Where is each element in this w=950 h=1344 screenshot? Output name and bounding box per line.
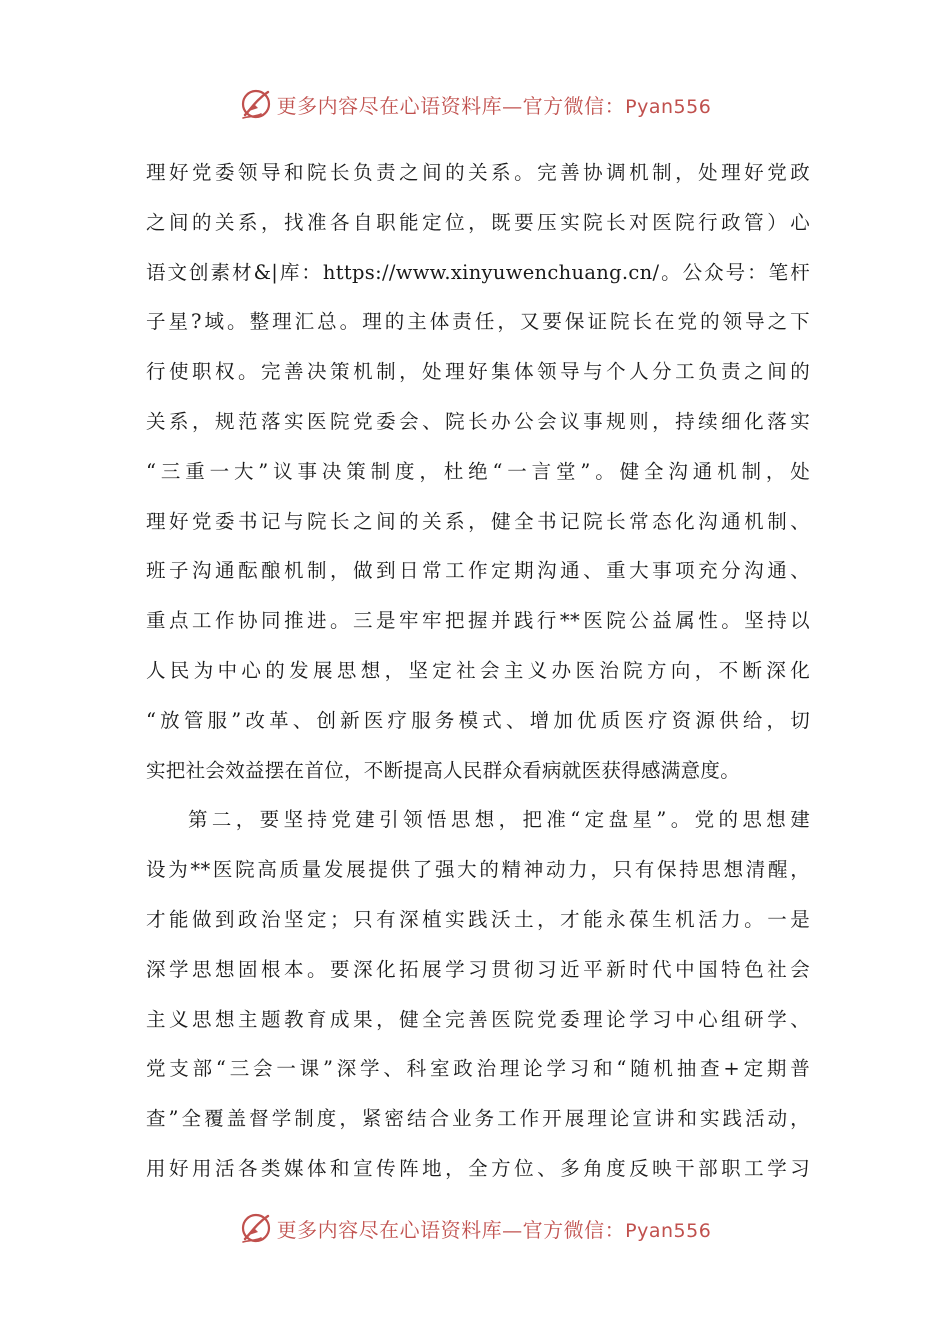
text-line: 子星?域。整理汇总。理的主体责任，又要保证院长在党的领导之下 [146,310,810,334]
text-line: 才能做到政治坚定；只有深植实践沃土，才能永葆生机活力。一是 [146,907,810,931]
text-line: “三重一大”议事决策制度，杜绝“一言堂”。健全沟通机制，处 [146,459,810,483]
text-line: 之间的关系，找准各自职能定位，既要压实院长对医院行政管）心 [146,210,810,234]
pen-logo-icon [239,87,273,121]
text-line: 理好党委领导和院长负责之间的关系。完善协调机制，处理好党政 [146,161,810,184]
text-line: 实把社会效益摆在首位，不断提高人民群众看病就医获得感满意度。 [146,758,741,782]
text-line: 语文创素材&|库：https://www.xinyuwenchuang.cn/。公众号：笔杆 [146,260,810,284]
text-line: 行使职权。完善决策机制，处理好集体领导与个人分工负责之间的 [146,360,810,384]
banner-wechat-id: Pyan556 [625,1219,712,1242]
banner-text: 更多内容尽在心语资料库—官方微信：Pyan556 [276,1217,712,1242]
text-line: 关系，规范落实医院党委会、院长办公会议事规则，持续细化落实 [146,409,810,433]
banner-text: 更多内容尽在心语资料库—官方微信：Pyan556 [276,93,712,118]
banner-wechat-id: Pyan556 [625,95,712,118]
text-line: 用好用活各类媒体和宣传阵地，全方位、多角度反映干部职工学习 [146,1156,810,1180]
text-line: 查”全覆盖督学制度，紧密结合业务工作开展理论宣讲和实践活动， [146,1107,810,1131]
text-line: “放管服”改革、创新医疗服务模式、增加优质医疗资源供给，切 [146,708,810,732]
text-line: 深学思想固根本。要深化拓展学习贯彻习近平新时代中国特色社会 [146,957,810,981]
text-line: 理好党委书记与院长之间的关系，健全书记院长常态化沟通机制、 [146,509,810,533]
footer-watermark-banner [0,1208,950,1248]
text-line: 重点工作协同推进。三是牢牢把握并践行**医院公益属性。坚持以 [146,609,810,633]
text-line: 设为**医院高质量发展提供了强大的精神动力，只有保持思想清醒， [146,858,810,882]
text-line: 班子沟通酝酿机制，做到日常工作定期沟通、重大事项充分沟通、 [146,559,810,583]
pen-logo-icon [239,1211,273,1245]
text-line: 党支部“三会一课”深学、科室政治理论学习和“随机抽查+定期普 [146,1057,810,1081]
text-line: 人民为中心的发展思想，坚定社会主义办医治院方向，不断深化 [146,658,810,682]
header-watermark-banner [0,84,950,124]
paragraph-start-line: 第二，要坚持党建引领悟思想，把准“定盘星”。党的思想建 [188,808,810,832]
document-body [146,148,810,1194]
text-line: 主义思想主题教育成果，健全完善医院党委理论学习中心组研学、 [146,1007,810,1031]
